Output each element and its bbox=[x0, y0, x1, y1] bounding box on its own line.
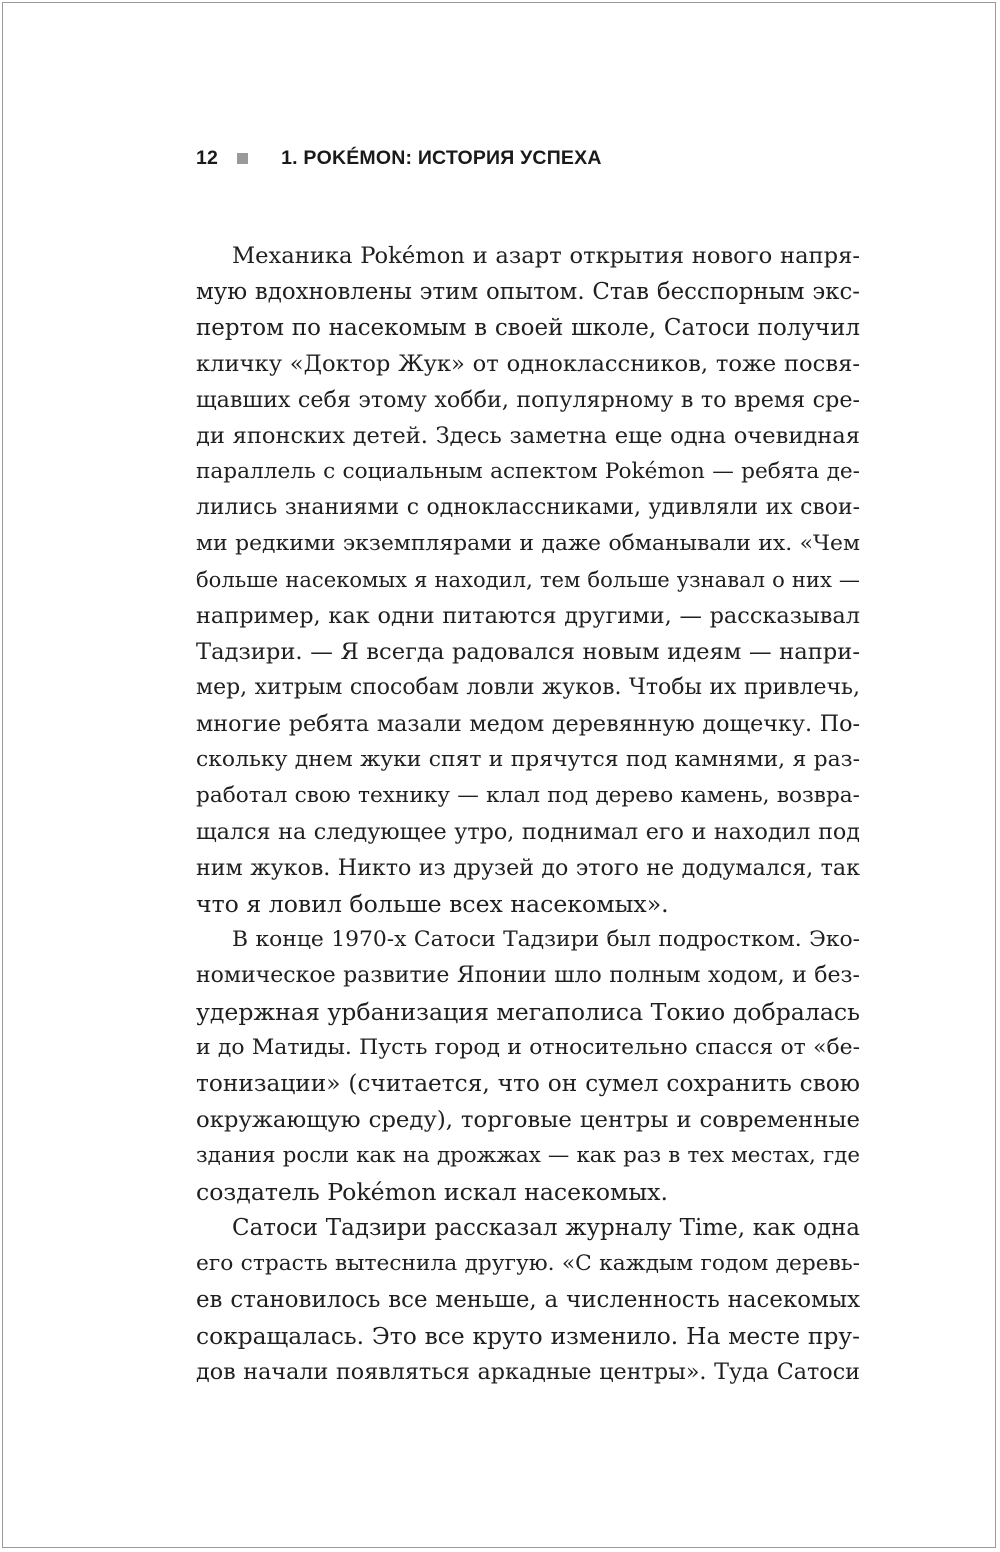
text-line: В конце 1970-х Сатоси Тадзири был подростком. Эко- bbox=[232, 927, 860, 952]
chapter-title: 1. POKÉMON: ИСТОРИЯ УСПЕХА bbox=[281, 146, 602, 169]
page-number: 12 bbox=[196, 146, 219, 169]
text-line: ми редкими экземплярами и даже обманывали их. «Чем bbox=[196, 531, 860, 556]
text-line: скольку днем жуки спят и прячутся под камнями, я раз- bbox=[196, 747, 860, 772]
text-line: пертом по насекомым в своей школе, Сатоси получил bbox=[196, 315, 860, 341]
text-line: сокращалась. Это все круто изменило. На месте пру- bbox=[196, 1322, 860, 1350]
text-line: мую вдохновлены этим опытом. Став бесспорным экс- bbox=[196, 279, 860, 305]
text-line: Сатоси Тадзири рассказал журналу Time, как одна bbox=[232, 1215, 860, 1241]
text-line: ним жуков. Никто из друзей до этого не додумался, так bbox=[196, 855, 860, 881]
text-line: дов начали появляться аркадные центры». Туда Сатоси bbox=[196, 1359, 860, 1385]
text-line: кличку «Доктор Жук» от одноклассников, тоже посвя- bbox=[196, 351, 860, 377]
text-line: Механика Pokémon и азарт открытия нового напря- bbox=[232, 243, 860, 269]
text-line: ев становилось все меньше, а численность насекомых bbox=[196, 1287, 860, 1313]
square-bullet-icon bbox=[237, 153, 248, 164]
text-line: номическое развитие Японии шло полным ходом, и без- bbox=[196, 963, 860, 988]
text-line: окружающую среду), торговые центры и современные bbox=[196, 1107, 860, 1133]
text-line: параллель с социальным аспектом Pokémon — ребята де- bbox=[196, 459, 860, 484]
text-line: лились знаниями с одноклассниками, удивляли их свои- bbox=[196, 495, 860, 520]
text-line: многие ребята мазали медом деревянную дощечку. По- bbox=[196, 711, 860, 737]
text-line: его страсть вытеснила другую. «С каждым годом деревь- bbox=[196, 1251, 860, 1276]
running-header bbox=[196, 142, 602, 174]
text-line: работал свою технику — клал под дерево камень, возвра- bbox=[196, 783, 860, 808]
text-line: создатель Pokémon искал насекомых. bbox=[196, 1178, 668, 1206]
text-line: например, как одни питаются другими, — рассказывал bbox=[196, 603, 860, 629]
text-line: что я ловил больше всех насекомых». bbox=[196, 890, 669, 918]
text-line: удержная урбанизация мегаполиса Токио добралась bbox=[196, 998, 860, 1026]
text-line: мер, хитрым способам ловли жуков. Чтобы их привлечь, bbox=[196, 675, 860, 700]
text-line: больше насекомых я находил, тем больше узнавал о них — bbox=[196, 567, 860, 592]
text-line: щался на следующее утро, поднимал его и находил под bbox=[196, 819, 860, 845]
text-line: тонизации» (считается, что он сумел сохранить свою bbox=[196, 1070, 860, 1097]
text-line: и до Матиды. Пусть город и относительно спасся от «бе- bbox=[196, 1035, 860, 1060]
text-line: щавших себя этому хобби, популярному в то время сре- bbox=[196, 387, 860, 413]
body-text bbox=[196, 238, 860, 1390]
text-line: здания росли как на дрожжах — как раз в тех местах, где bbox=[196, 1143, 860, 1168]
text-line: Тадзири. — Я всегда радовался новым идеям — напри- bbox=[196, 639, 860, 665]
text-line: ди японских детей. Здесь заметна еще одна очевидная bbox=[196, 423, 860, 449]
